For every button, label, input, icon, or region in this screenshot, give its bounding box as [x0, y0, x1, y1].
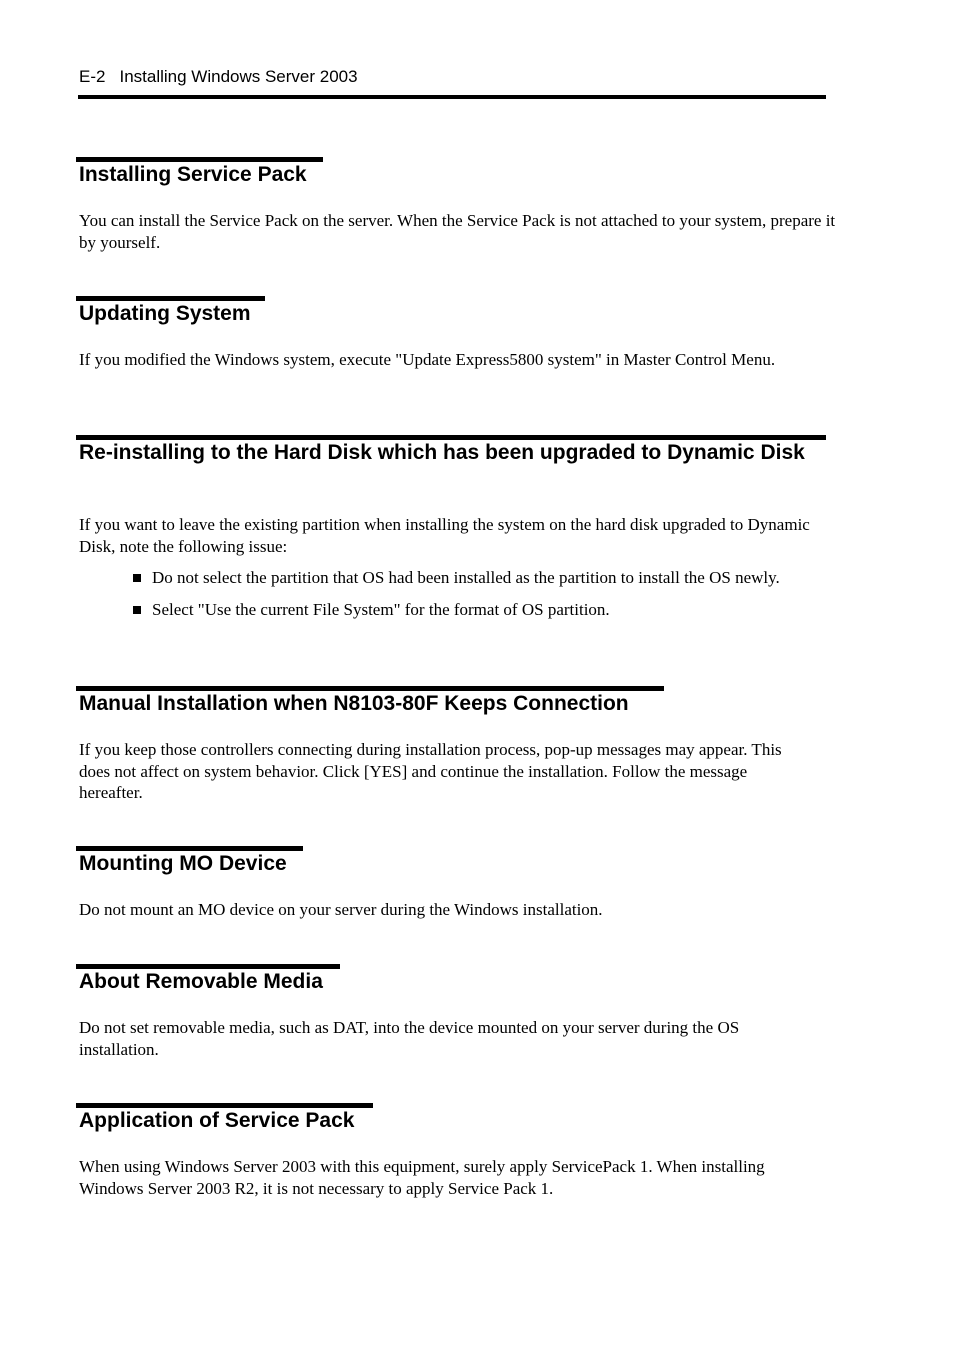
section-body: Do not mount an MO device on your server during the Windows installation. [79, 900, 603, 919]
section-title: About Removable Media [79, 970, 323, 993]
bullet-list [131, 567, 811, 631]
section-body: If you modified the Windows system, execute "Update Express5800 system" in Master Control Menu. [79, 350, 776, 369]
section-body: If you want to leave the existing partition when installing the system on the hard disk upgraded to Dynamic Disk, note the following issue: [79, 515, 810, 556]
square-bullet-icon [133, 606, 141, 614]
header-rule [78, 95, 826, 99]
section-body: When using Windows Server 2003 with this equipment, surely apply ServicePack 1. When installing Windows Server 2003 R2, it is not necessary to apply Service Pack 1. [79, 1157, 765, 1198]
list-item-text: Select "Use the current File System" for the format of OS partition. [152, 600, 610, 619]
section-title: Updating System [79, 302, 251, 325]
page-header [79, 66, 826, 88]
square-bullet-icon [133, 574, 141, 582]
page-number: E-2 [79, 67, 106, 86]
list-item [131, 567, 811, 589]
section-title: Application of Service Pack [79, 1109, 355, 1132]
section-title: Re-installing to the Hard Disk which has been upgraded to Dynamic Disk [79, 441, 805, 464]
list-item [131, 599, 811, 621]
section-body: You can install the Service Pack on the server. When the Service Pack is not attached to your system, prepare it by yourself. [79, 211, 836, 252]
list-item-text: Do not select the partition that OS had been installed as the partition to install the OS newly. [152, 568, 780, 587]
section-body: Do not set removable media, such as DAT, into the device mounted on your server during the OS installation. [79, 1018, 740, 1059]
section-title: Mounting MO Device [79, 852, 287, 875]
section-body: If you keep those controllers connecting during installation process, pop-up messages may appear. This does not affect on system behavior. Click [YES] and continue the installation. Follow the message hereafter. [79, 740, 782, 802]
section-title: Manual Installation when N8103-80F Keeps Connection [79, 692, 629, 715]
section-title: Installing Service Pack [79, 163, 307, 186]
chapter-title: Installing Windows Server 2003 [119, 67, 358, 86]
